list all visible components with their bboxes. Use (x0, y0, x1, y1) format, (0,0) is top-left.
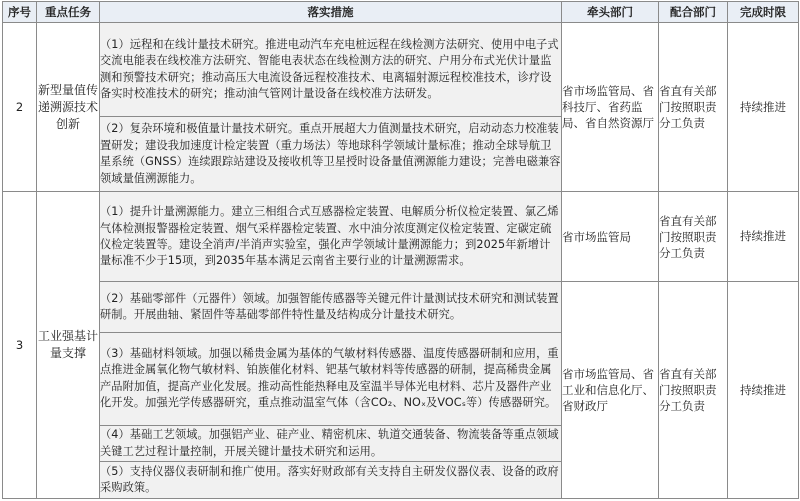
lead-dept-cell: 省市场监管局、省工业和信息化厅、省财政厅 (562, 282, 659, 499)
measure-cell: （2）复杂环境和极值量计量技术研究。重点开展超大力值测量技术研究，启动动态力校准装置研发；建设我加速度计检定装置（重力场法）等地球科学领域计量标准；推动全球导航卫星系统（GNSS）连续跟踪站建设及接收机等卫星授时设备量值溯源能力建设；完善电磁兼容领域量值溯源能力。 (100, 117, 562, 192)
lead-dept-cell: 省市场监管局、省科技厅、省药监局、省自然资源厅 (562, 23, 659, 192)
deadline-cell: 持续推进 (728, 282, 799, 499)
header-coop-dept: 配合部门 (659, 2, 728, 23)
measure-cell: （3）基础材料领域。加强以稀贵金属为基体的气敏材料传感器、温度传感器研制和应用，重点推进金属氧化物气敏材料、铂族催化材料、钯基气敏材料等传感器的研制，提高稀贵金属产品附加值，提高产业化发展。推动高性能热释电及室温半导体光电材料、芯片及器件产业化开发。加强光学传感器研究，重点推动温室气体（含CO₂、NOₓ及VOCₛ等）传感器研究。 (100, 332, 562, 425)
coop-dept-cell: 省直有关部门按照职责分工负责 (659, 23, 728, 192)
task-table (2, 1, 799, 499)
deadline-cell: 持续推进 (728, 192, 799, 282)
task-cell: 新型量值传递溯源技术创新 (37, 23, 100, 192)
table-row (3, 23, 799, 117)
measure-cell: （5）支持仪器仪表研制和推广使用。落实好财政部有关支持自主研发仪器仪表、设备的政府采购政策。 (100, 462, 562, 499)
header-deadline: 完成时限 (728, 2, 799, 23)
measure-cell: （1）提升计量溯源能力。建立三相组合式互感器检定装置、电解质分析仪检定装置、氯乙烯气体检测报警器检定装置、烟气采样器检定装置、水中油分浓度测定仪检定装置、定碳定硫仪检定装置等。建设全消声/半消声实验室，强化声学领域计量溯源能力；到2025年新增计量标准不少于15项，到2035年基本满足云南省主要行业的计量溯源需求。 (100, 192, 562, 282)
header-measures: 落实措施 (100, 2, 562, 23)
deadline-cell: 持续推进 (728, 23, 799, 192)
measure-cell: （4）基础工艺领域。加强铝产业、硅产业、精密机床、轨道交通装备、物流装备等重点领域关键工艺过程计量控制，开展关键计量技术研究和运用。 (100, 425, 562, 462)
header-index: 序号 (3, 2, 37, 23)
measure-cell: （2）基础零部件（元器件）领域。加强智能传感器等关键元件计量测试技术研究和测试装置研制。开展曲轴、紧固件等基础零部件特性量及结构成分计量技术研究。 (100, 282, 562, 332)
header-lead-dept: 牵头部门 (562, 2, 659, 23)
table-row (3, 282, 799, 332)
row-index: 2 (3, 23, 37, 192)
table-row (3, 192, 799, 282)
header-task: 重点任务 (37, 2, 100, 23)
lead-dept-cell: 省市场监管局 (562, 192, 659, 282)
row-index: 3 (3, 192, 37, 499)
coop-dept-cell: 省直有关部门按照职责分工负责 (659, 282, 728, 499)
task-cell: 工业强基计量支撑 (37, 192, 100, 499)
header-row (3, 2, 799, 23)
measure-cell: （1）远程和在线计量技术研究。推进电动汽车充电桩远程在线检测方法研究、使用中电子式交流电能表在线校准方法研究、智能电表状态在线检测方法的研究、户用分布式光伏计量监测和预警技术研究；推动高压大电流设备远程校准技术、电离辐射源远程校准技术，诊疗设备实时校准技术的研究；推动油气管网计量设备在线校准方法研发。 (100, 23, 562, 117)
coop-dept-cell: 省直有关部门按照职责分工负责 (659, 192, 728, 282)
